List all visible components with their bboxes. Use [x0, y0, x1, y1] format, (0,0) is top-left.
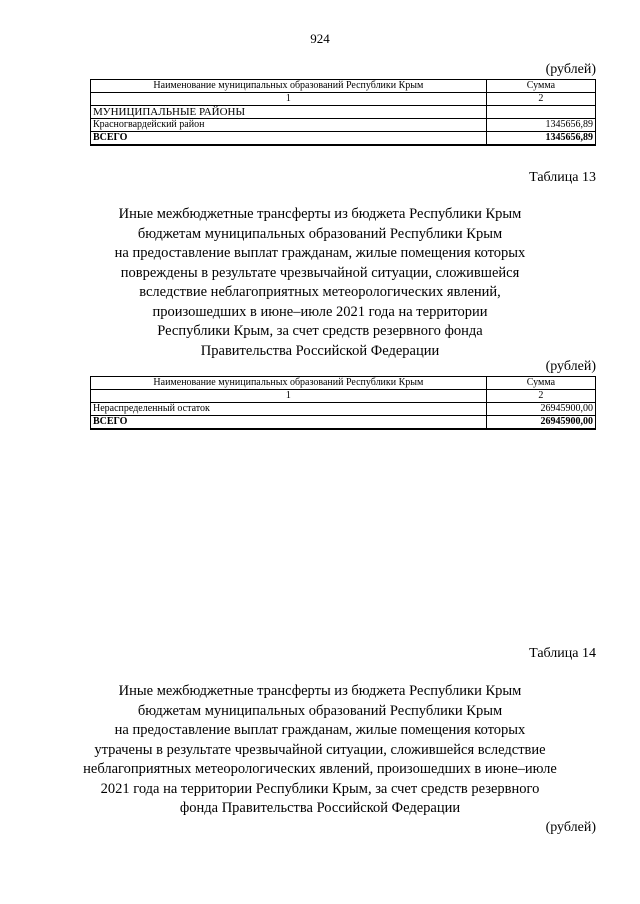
column-number: 1: [91, 93, 487, 106]
column-number-row: [91, 93, 596, 106]
title-line: утрачены в результате чрезвычайной ситуации, сложившейся вследствие: [94, 741, 546, 758]
page-number: 924: [310, 31, 330, 46]
column-header-sum: Сумма: [486, 80, 595, 93]
row-sum: 26945900,00: [486, 403, 595, 416]
title-line: Иные межбюджетные трансферты из бюджета Республики Крым: [118, 683, 522, 699]
title-line: произошедших в июне–июле 2021 года на территории: [152, 303, 488, 320]
row-sum: 1345656,89: [486, 119, 595, 132]
total-row: [91, 132, 596, 146]
column-number: 2: [486, 390, 595, 403]
title-line: бюджетам муниципальных образований Республики Крым: [137, 702, 503, 719]
unit-label: (рублей): [545, 820, 596, 835]
title-line: на предоставление выплат гражданам, жилые помещения которых: [114, 245, 526, 261]
title-line: неблагоприятных метеорологических явлений, произошедших в июне–июле: [83, 761, 557, 777]
title-line: вследствие неблагоприятных метеорологических явлений,: [139, 284, 501, 300]
section-label: МУНИЦИПАЛЬНЫЕ РАЙОНЫ: [91, 106, 487, 119]
table-header-row: [91, 377, 596, 390]
table-municipal-continued: [90, 79, 596, 146]
table-13-label: Таблица 13: [529, 170, 596, 185]
table-header-row: [91, 80, 596, 93]
section-row: [91, 106, 596, 119]
row-name: Красногвардейский район: [91, 119, 487, 132]
title-line: Иные межбюджетные трансферты из бюджета Республики Крым: [118, 206, 522, 222]
title-line: повреждены в результате чрезвычайной ситуации, сложившейся: [120, 264, 520, 281]
total-row: [91, 416, 596, 430]
total-label: ВСЕГО: [91, 416, 487, 430]
table-14-label: Таблица 14: [529, 646, 596, 661]
table-13-title: [80, 205, 560, 361]
column-header-name: Наименование муниципальных образований Республики Крым: [91, 80, 487, 93]
total-sum: 26945900,00: [486, 416, 595, 430]
table-row: [91, 403, 596, 416]
title-line: фонда Правительства Российской Федерации: [179, 800, 461, 816]
unit-label: (рублей): [545, 62, 596, 77]
column-number-row: [91, 390, 596, 403]
column-header-sum: Сумма: [486, 377, 595, 390]
title-line: Правительства Российской Федерации: [200, 342, 440, 359]
column-number: 2: [486, 93, 595, 106]
column-number: 1: [91, 390, 487, 403]
total-label: ВСЕГО: [91, 132, 487, 146]
table-14-title: [80, 682, 560, 819]
title-line: 2021 года на территории Республики Крым, за счет средств резервного: [100, 780, 540, 797]
section-sum-empty: [486, 106, 595, 119]
title-line: на предоставление выплат гражданам, жилые помещения которых: [114, 722, 526, 738]
title-line: Республики Крым, за счет средств резервного фонда: [157, 323, 483, 339]
table-13: [90, 376, 596, 430]
title-line: бюджетам муниципальных образований Республики Крым: [137, 225, 503, 242]
column-header-name: Наименование муниципальных образований Республики Крым: [91, 377, 487, 390]
total-sum: 1345656,89: [486, 132, 595, 146]
row-name: Нераспределенный остаток: [91, 403, 487, 416]
table-row: [91, 119, 596, 132]
unit-label: (рублей): [545, 359, 596, 374]
